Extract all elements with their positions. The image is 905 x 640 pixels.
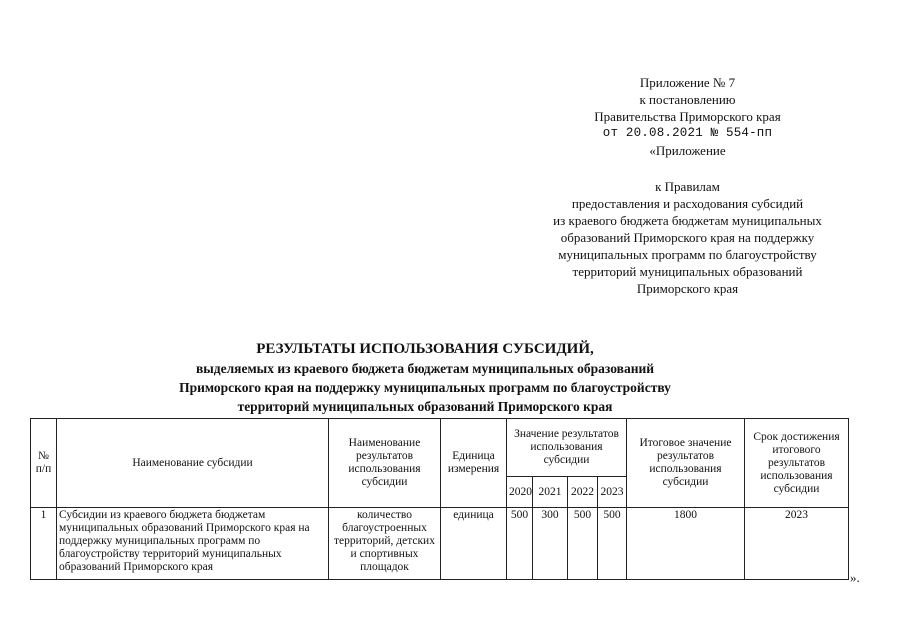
header-total: Итоговое значение результатов использования субсидии: [627, 419, 745, 508]
rules-line-7: Приморского края: [636, 281, 739, 296]
table-row: [31, 508, 849, 580]
title-line-2: выделяемых из краевого бюджета бюджетам муниципальных образований: [195, 361, 655, 376]
rules-line-5: муниципальных программ по благоустройству: [558, 247, 817, 262]
cell-value-2020: 500: [507, 508, 533, 580]
cell-deadline: 2023: [745, 508, 849, 580]
title-line-1: РЕЗУЛЬТАТЫ ИСПОЛЬЗОВАНИЯ СУБСИДИЙ,: [256, 341, 594, 357]
closing-quote: ».: [850, 570, 860, 585]
cell-value-2023: 500: [598, 508, 627, 580]
header-deadline: Срок достижения итогового результатов использования субсидии: [745, 419, 849, 508]
cell-total: 1800: [627, 508, 745, 580]
appendix-date-number: от 20.08.2021 № 554-пп: [602, 126, 773, 140]
cell-name: Субсидии из краевого бюджета бюджетам муниципальных образований Приморского края на поддержку муниципальных программ по благоустройству территорий муниципальных образований Приморского края: [57, 508, 329, 580]
header-year: 2021: [533, 477, 568, 508]
appendix-number: Приложение № 7: [639, 75, 736, 90]
cell-result-name: количество благоустроенных территорий, детских и спортивных площадок: [329, 508, 441, 580]
appendix-ref: к постановлению: [639, 92, 736, 107]
rules-line-3: из краевого бюджета бюджетам муниципальных: [553, 213, 822, 228]
header-year: 2023: [598, 477, 627, 508]
rules-line-1: к Правилам: [655, 179, 720, 194]
header-year: 2022: [568, 477, 598, 508]
header-unit: Единица измерения: [441, 419, 507, 508]
rules-line-4: образований Приморского края на поддержку: [560, 230, 815, 245]
header-year: 2020: [507, 477, 533, 508]
header-name: Наименование субсидии: [57, 419, 329, 508]
appendix-quote-open: «Приложение: [649, 143, 726, 158]
header-values: Значение результатов использования субсидии: [507, 419, 627, 477]
title-line-4: территорий муниципальных образований Приморского края: [237, 399, 613, 414]
header-result-name: Наименование результатов использования субсидии: [329, 419, 441, 508]
title-line-3: Приморского края на поддержку муниципальных программ по благоустройству: [179, 380, 671, 395]
rules-line-6: территорий муниципальных образований: [572, 264, 803, 279]
cell-unit: единица: [441, 508, 507, 580]
rules-line-2: предоставления и расходования субсидий: [571, 196, 804, 211]
results-table: [30, 418, 849, 580]
cell-value-2022: 500: [568, 508, 598, 580]
appendix-header: [560, 74, 815, 159]
header-num: № п/п: [31, 419, 57, 508]
cell-value-2021: 300: [533, 508, 568, 580]
cell-num: 1: [31, 508, 57, 580]
appendix-authority: Правительства Приморского края: [594, 109, 781, 124]
document-title: [120, 340, 730, 416]
rules-reference: [520, 178, 855, 297]
